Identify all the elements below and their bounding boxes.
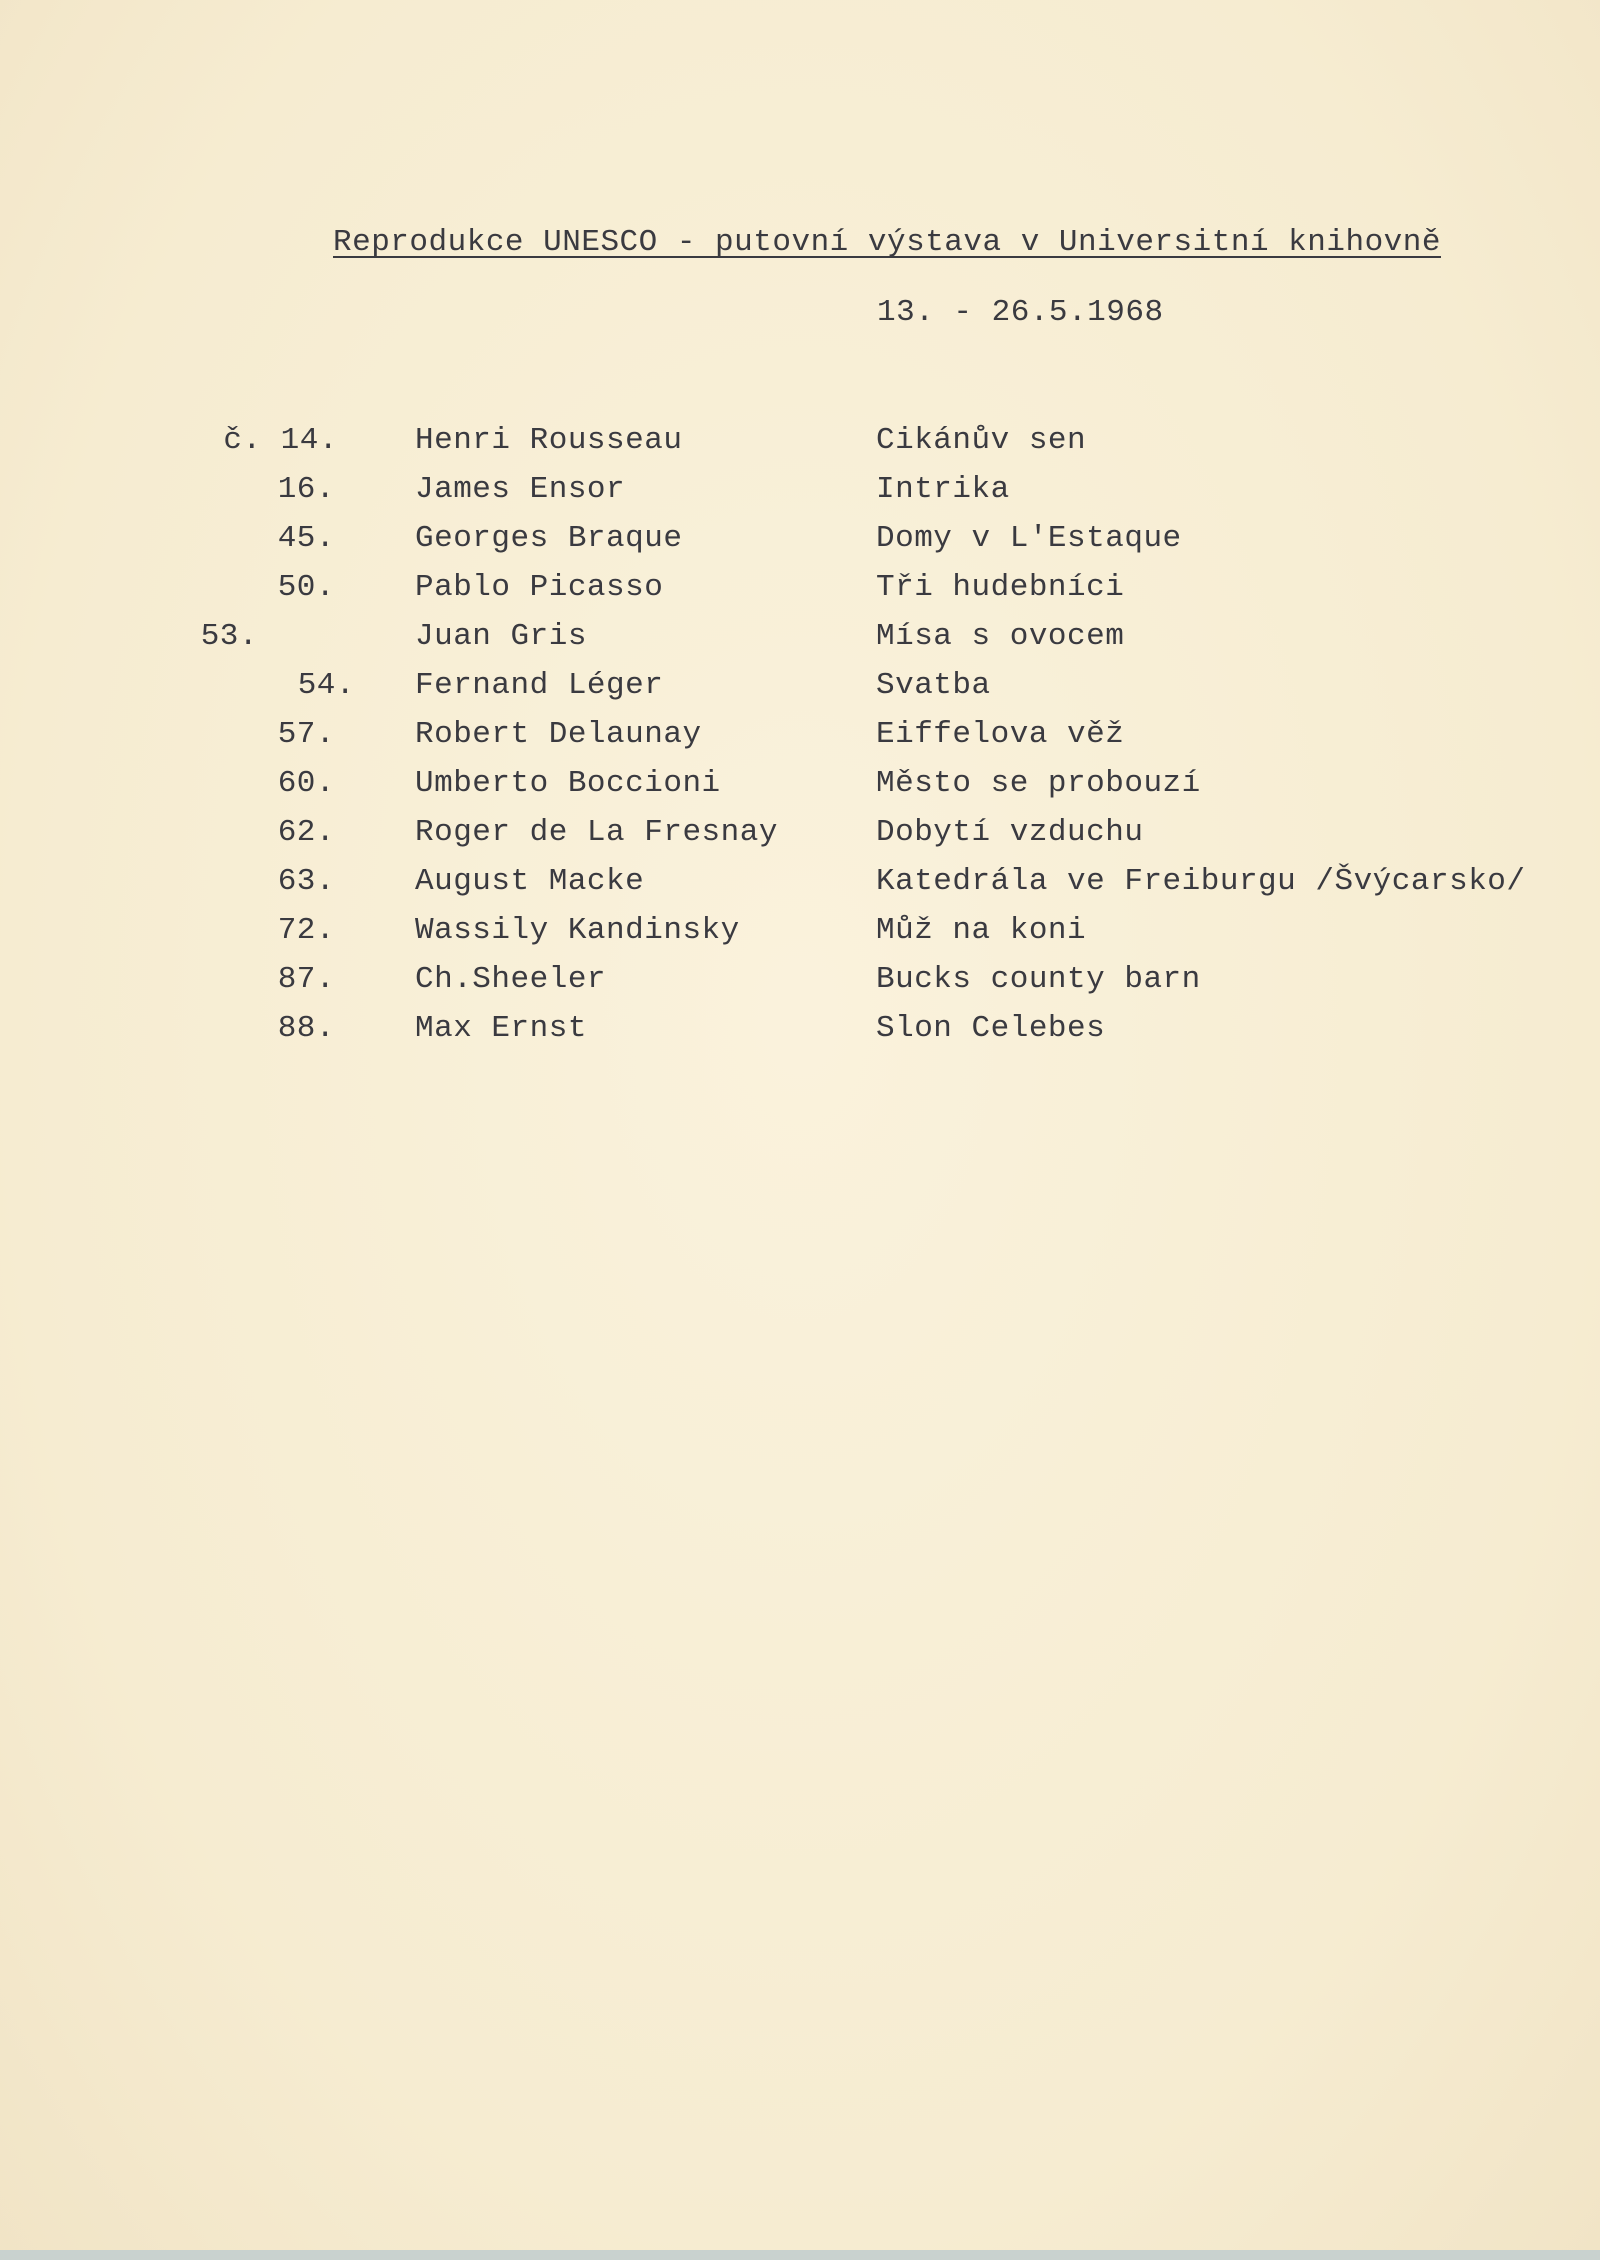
reproduction-list <box>0 423 1600 1060</box>
entry-number: 54. <box>297 668 355 703</box>
entry-work: Tři hudebníci <box>876 570 1125 605</box>
exhibition-dates: 13. - 26.5.1968 <box>877 295 1164 330</box>
entry-work: Bucks county barn <box>876 962 1201 997</box>
entry-number: 53. <box>200 619 258 654</box>
list-item <box>0 864 1600 913</box>
entry-number: 57. <box>277 717 335 752</box>
document-title: Reprodukce UNESCO - putovní výstava v Universitní knihovně <box>333 225 1441 260</box>
entry-work: Můž na koni <box>876 913 1087 948</box>
list-item <box>0 766 1600 815</box>
entry-number: 87. <box>277 962 335 997</box>
entry-artist: Fernand Léger <box>415 668 664 703</box>
entry-work: Domy v L'Estaque <box>876 521 1182 556</box>
entry-work: Dobytí vzduchu <box>876 815 1144 850</box>
entry-work: Katedrála ve Freiburgu /Švýcarsko/ <box>876 864 1526 899</box>
list-item <box>0 962 1600 1011</box>
entry-number: 62. <box>277 815 335 850</box>
entry-work: Eiffelova věž <box>876 717 1125 752</box>
entry-number: 16. <box>277 472 335 507</box>
entry-artist: Juan Gris <box>415 619 587 654</box>
entry-artist: Henri Rousseau <box>415 423 683 458</box>
list-item <box>0 913 1600 962</box>
entry-artist: Max Ernst <box>415 1011 587 1046</box>
list-item <box>0 472 1600 521</box>
list-item <box>0 1011 1600 1060</box>
entry-artist: Wassily Kandinsky <box>415 913 740 948</box>
list-item <box>0 668 1600 717</box>
entry-work: Město se probouzí <box>876 766 1201 801</box>
list-item <box>0 815 1600 864</box>
scan-edge <box>0 2250 1600 2260</box>
list-item <box>0 717 1600 766</box>
list-item <box>0 423 1600 472</box>
entry-work: Mísa s ovocem <box>876 619 1125 654</box>
entry-artist: Pablo Picasso <box>415 570 664 605</box>
list-item <box>0 619 1600 668</box>
entry-artist: Robert Delaunay <box>415 717 702 752</box>
entry-work: Intrika <box>876 472 1010 507</box>
entry-work: Cikánův sen <box>876 423 1087 458</box>
entry-artist: Georges Braque <box>415 521 683 556</box>
entry-number: č. 14. <box>223 423 338 458</box>
list-item <box>0 570 1600 619</box>
entry-number: 45. <box>277 521 335 556</box>
entry-artist: August Macke <box>415 864 645 899</box>
entry-artist: Roger de La Fresnay <box>415 815 778 850</box>
entry-number: 88. <box>277 1011 335 1046</box>
entry-work: Svatba <box>876 668 991 703</box>
entry-number: 60. <box>277 766 335 801</box>
entry-artist: Umberto Boccioni <box>415 766 721 801</box>
entry-artist: James Ensor <box>415 472 626 507</box>
entry-artist: Ch.Sheeler <box>415 962 607 997</box>
entry-work: Slon Celebes <box>876 1011 1106 1046</box>
entry-number: 50. <box>277 570 335 605</box>
entry-number: 72. <box>277 913 335 948</box>
entry-number: 63. <box>277 864 335 899</box>
list-item <box>0 521 1600 570</box>
